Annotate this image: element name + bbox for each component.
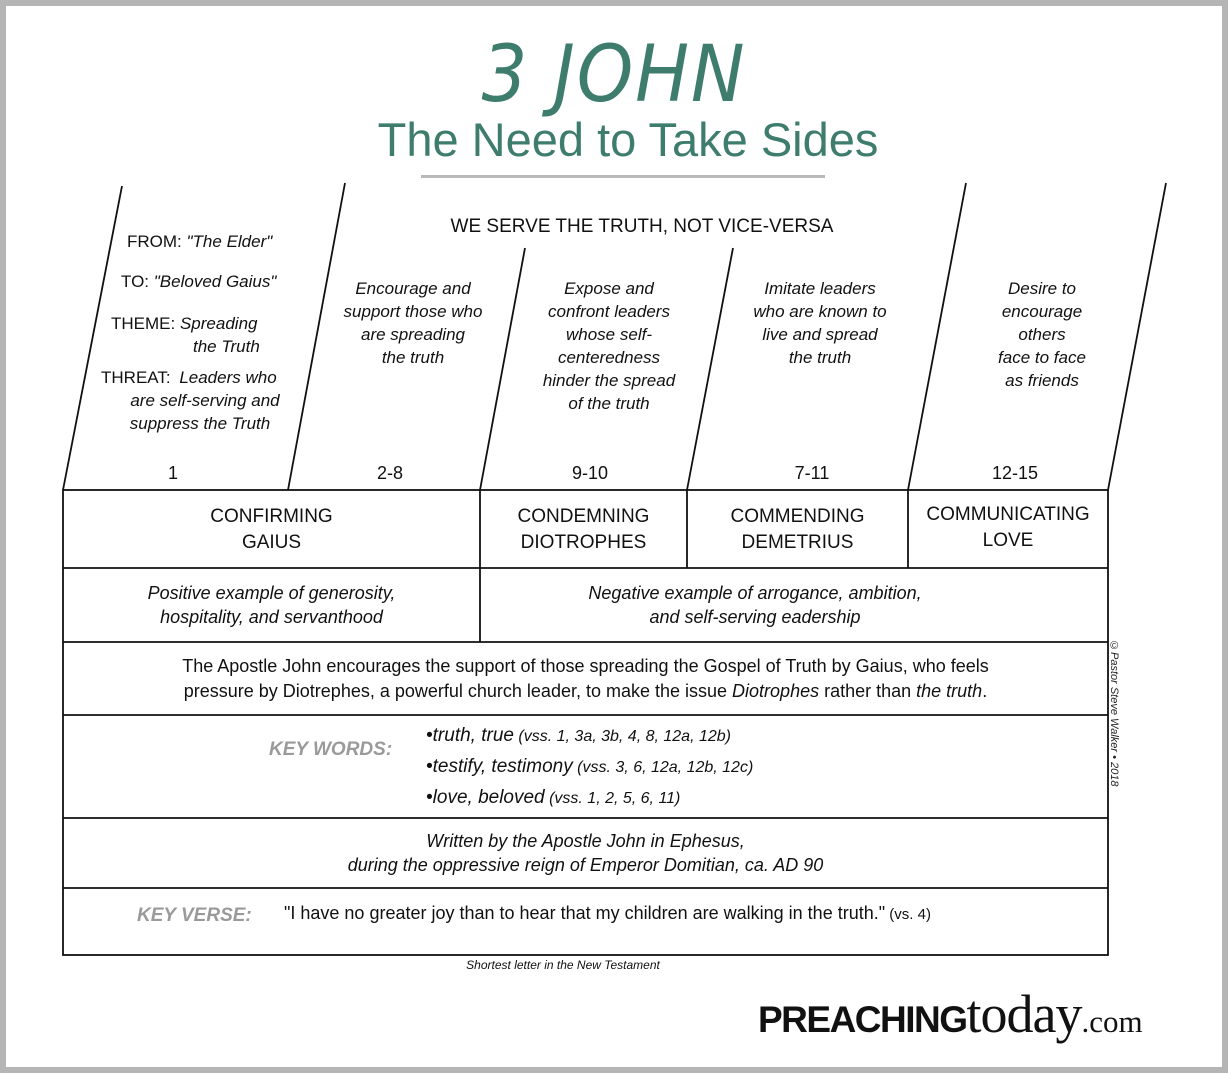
example-line: and self-serving eadership: [649, 607, 861, 627]
book-subtitle: The Need to Take Sides: [377, 113, 879, 166]
desc-line: confront leaders: [548, 302, 670, 321]
section-line: COMMUNICATING: [926, 503, 1090, 525]
desc-line: the truth: [788, 348, 852, 367]
section-line: CONFIRMING: [210, 505, 333, 527]
desc-line: others: [1018, 325, 1066, 344]
desc-line: support those who: [343, 302, 483, 321]
theme-value-2: the Truth: [193, 337, 260, 356]
summary-line-2: [182, 679, 989, 704]
key-verse-ref: (vs. 4): [885, 906, 931, 923]
from-row: [127, 230, 272, 253]
section-commending-demetrius: [687, 491, 908, 568]
threat-row-3: [105, 412, 295, 435]
verse-ref-12-15: 12-15: [991, 463, 1039, 483]
threat-value: Leaders who: [179, 368, 277, 387]
logo-serif-text: today: [966, 984, 1082, 1044]
example-line: Positive example of generosity,: [147, 583, 396, 603]
section-line: COMMENDING: [730, 505, 865, 527]
threat-row-2: [110, 389, 300, 412]
key-word-item: [426, 752, 753, 783]
desc-line: of the truth: [568, 394, 650, 413]
threat-label: THREAT:: [101, 368, 171, 387]
section-condemning-diotrophes: [480, 491, 687, 568]
desc-line: as friends: [1005, 371, 1079, 390]
key-word: •love, beloved: [426, 787, 545, 808]
footnote: Shortest letter in the New Testament: [466, 958, 660, 972]
positive-example: [63, 568, 480, 642]
authorship-line: during the oppressive reign of Emperor Domitian, ca. AD 90: [347, 855, 824, 875]
key-word: •testify, testimony: [426, 756, 573, 777]
theme-row: [111, 312, 257, 335]
desc-line: hinder the spread: [542, 371, 676, 390]
desc-line: who are known to: [753, 302, 887, 321]
column-desc-2-8: [323, 277, 503, 369]
to-row: [121, 270, 276, 293]
desc-line: live and spread: [762, 325, 878, 344]
summary-emphasis: Diotrophes: [732, 680, 820, 701]
summary-paragraph: [63, 642, 1108, 715]
theme-label: THEME:: [111, 314, 176, 333]
key-words-label: KEY WORDS:: [269, 739, 393, 760]
verse-ref-2-8: 2-8: [376, 463, 403, 483]
threat-value-2: are self-serving and: [130, 391, 280, 410]
example-line: hospitality, and servanthood: [160, 607, 383, 627]
negative-example: [480, 568, 1030, 642]
key-word-refs: (vss. 1, 3a, 3b, 4, 8, 12a, 12b): [513, 728, 731, 745]
section-line: DIOTROPHES: [520, 531, 647, 553]
summary-text: .: [982, 680, 988, 701]
authorship-note: [63, 818, 1108, 888]
from-label: FROM:: [127, 232, 182, 251]
desc-line: centeredness: [557, 348, 661, 367]
to-value: "Beloved Gaius": [153, 272, 277, 291]
summary-text: pressure by Diotrephes, a powerful church leader, to make the issue: [183, 680, 733, 701]
section-line: GAIUS: [241, 531, 302, 553]
section-communicating-love: [908, 489, 1108, 566]
book-title: 3 JOHN: [481, 30, 747, 120]
preaching-today-logo[interactable]: [758, 984, 1143, 1058]
verse-ref-1: 1: [167, 463, 178, 483]
key-verse-label: KEY VERSE:: [137, 905, 252, 926]
banner-heading: WE SERVE THE TRUTH, NOT VICE-VERSA: [450, 216, 834, 237]
column-desc-7-11: [730, 277, 910, 369]
desc-line: Expose and: [564, 279, 654, 298]
verse-ref-9-10: 9-10: [571, 463, 609, 483]
key-word-refs: (vss. 3, 6, 12a, 12b, 12c): [572, 759, 754, 776]
theme-value: Spreading: [179, 314, 258, 333]
section-line: DEMETRIUS: [741, 531, 854, 553]
key-words-list: [426, 721, 753, 814]
desc-line: Encourage and: [355, 279, 471, 298]
desc-line: are spreading: [361, 325, 465, 344]
copyright-notice: ©Pastor Steve Walker • 2018: [1108, 640, 1120, 787]
desc-line: whose self-: [566, 325, 652, 344]
desc-line: encourage: [1001, 302, 1083, 321]
threat-row: [101, 366, 277, 389]
column-desc-9-10: [519, 277, 699, 415]
authorship-line: Written by the Apostle John in Ephesus,: [426, 831, 745, 851]
to-label: TO:: [121, 272, 150, 291]
key-word-item: [426, 721, 753, 752]
summary-text: rather than: [819, 680, 917, 701]
logo-suffix: .com: [1081, 1004, 1143, 1039]
desc-line: Imitate leaders: [764, 279, 876, 298]
section-line: LOVE: [982, 529, 1034, 551]
verse-ref-7-11: 7-11: [794, 463, 830, 483]
desc-line: face to face: [998, 348, 1086, 367]
key-verse: [284, 903, 931, 924]
desc-line: Desire to: [1007, 279, 1077, 298]
key-word: •truth, true: [426, 725, 514, 746]
threat-value-3: suppress the Truth: [129, 414, 271, 433]
key-verse-text: "I have no greater joy than to hear that my children are walking in the truth.": [284, 903, 886, 923]
key-word-item: [426, 783, 753, 814]
theme-row-2: [193, 335, 260, 358]
key-word-refs: (vss. 1, 2, 5, 6, 11): [544, 790, 681, 807]
desc-line: the truth: [381, 348, 445, 367]
section-confirming-gaius: [63, 491, 480, 568]
section-line: CONDEMNING: [517, 505, 650, 527]
summary-emphasis: the truth: [916, 680, 983, 701]
example-line: Negative example of arrogance, ambition,: [588, 583, 922, 603]
summary-line-1: The Apostle John encourages the support of those spreading the Gospel of Truth by Gaius, who feels: [182, 655, 989, 676]
column-desc-12-15: [952, 277, 1132, 392]
logo-bold-text: PREACHING: [758, 999, 967, 1040]
from-value: "The Elder": [186, 232, 273, 251]
